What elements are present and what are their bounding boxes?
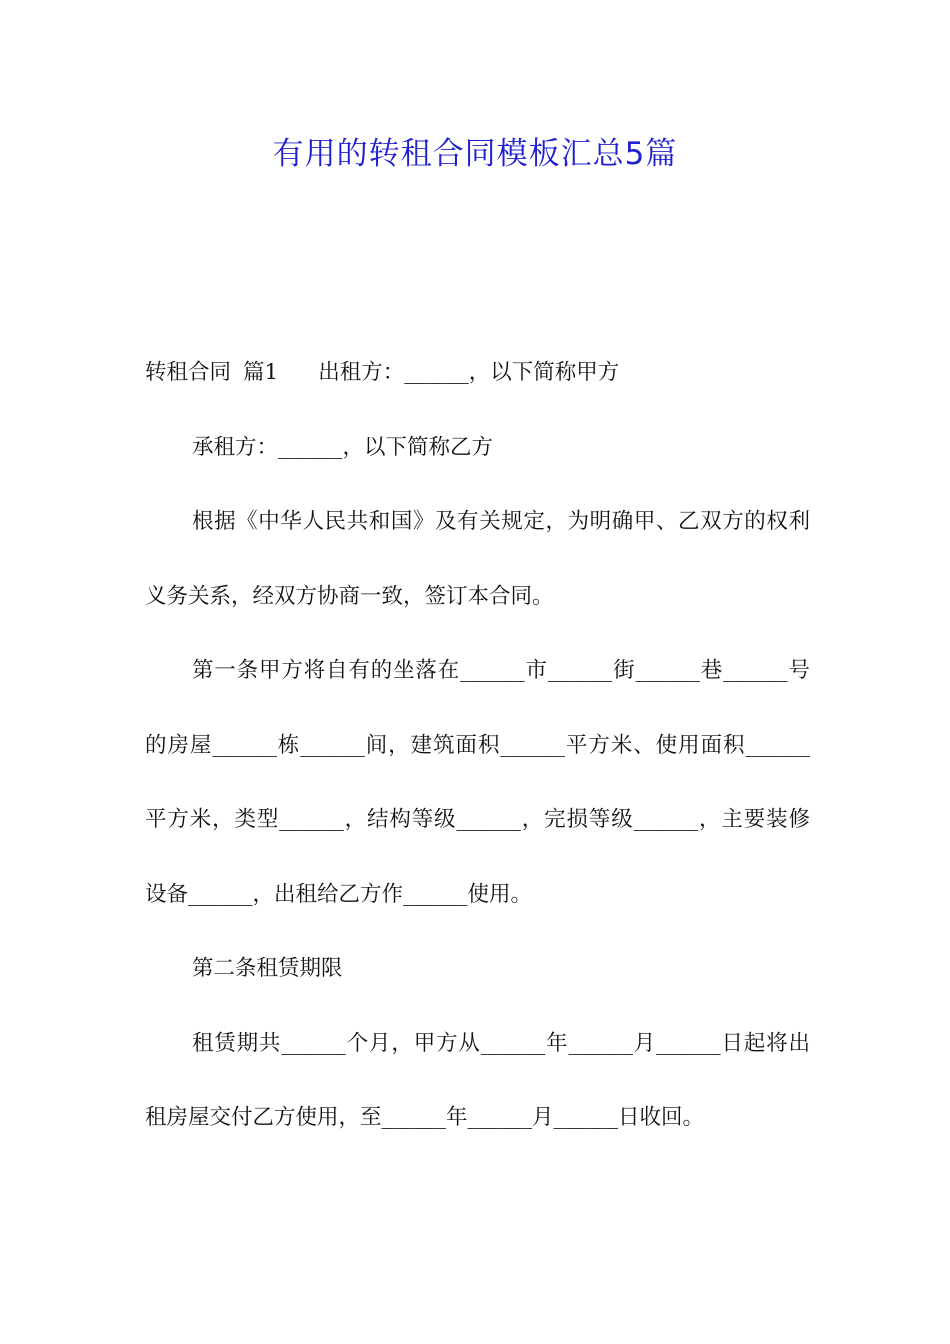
section-number: 篇1 — [243, 360, 279, 385]
lessee-paragraph: 承租方：______，以下简称乙方 — [192, 434, 494, 460]
article-1-paragraph: 第一条甲方将自有的坐落在______市______街______巷______号的房屋______栋______间，建筑面积______平方米、使用面积______平方米，类型______，结构等级______，完损等级______，主要装修设备______，出租给乙方作______使用。 — [145, 658, 810, 907]
document-body — [145, 336, 810, 1156]
article-2-heading: 第二条租赁期限 — [192, 956, 343, 981]
lessor-clause: 出租方：______，以下简称甲方 — [318, 360, 620, 385]
lease-term-paragraph: 租赁期共______个月，甲方从______年______月______日起将出租房屋交付乙方使用，至______年______月______日收回。 — [145, 1030, 810, 1130]
section-heading-line — [145, 336, 810, 411]
basis-paragraph: 根据《中华人民共和国》及有关规定，为明确甲、乙双方的权利义务关系，经双方协商一致，签订本合同。 — [145, 509, 810, 609]
document-title: 有用的转租合同模板汇总5篇 — [272, 136, 678, 172]
section-label: 转租合同 — [145, 360, 232, 385]
